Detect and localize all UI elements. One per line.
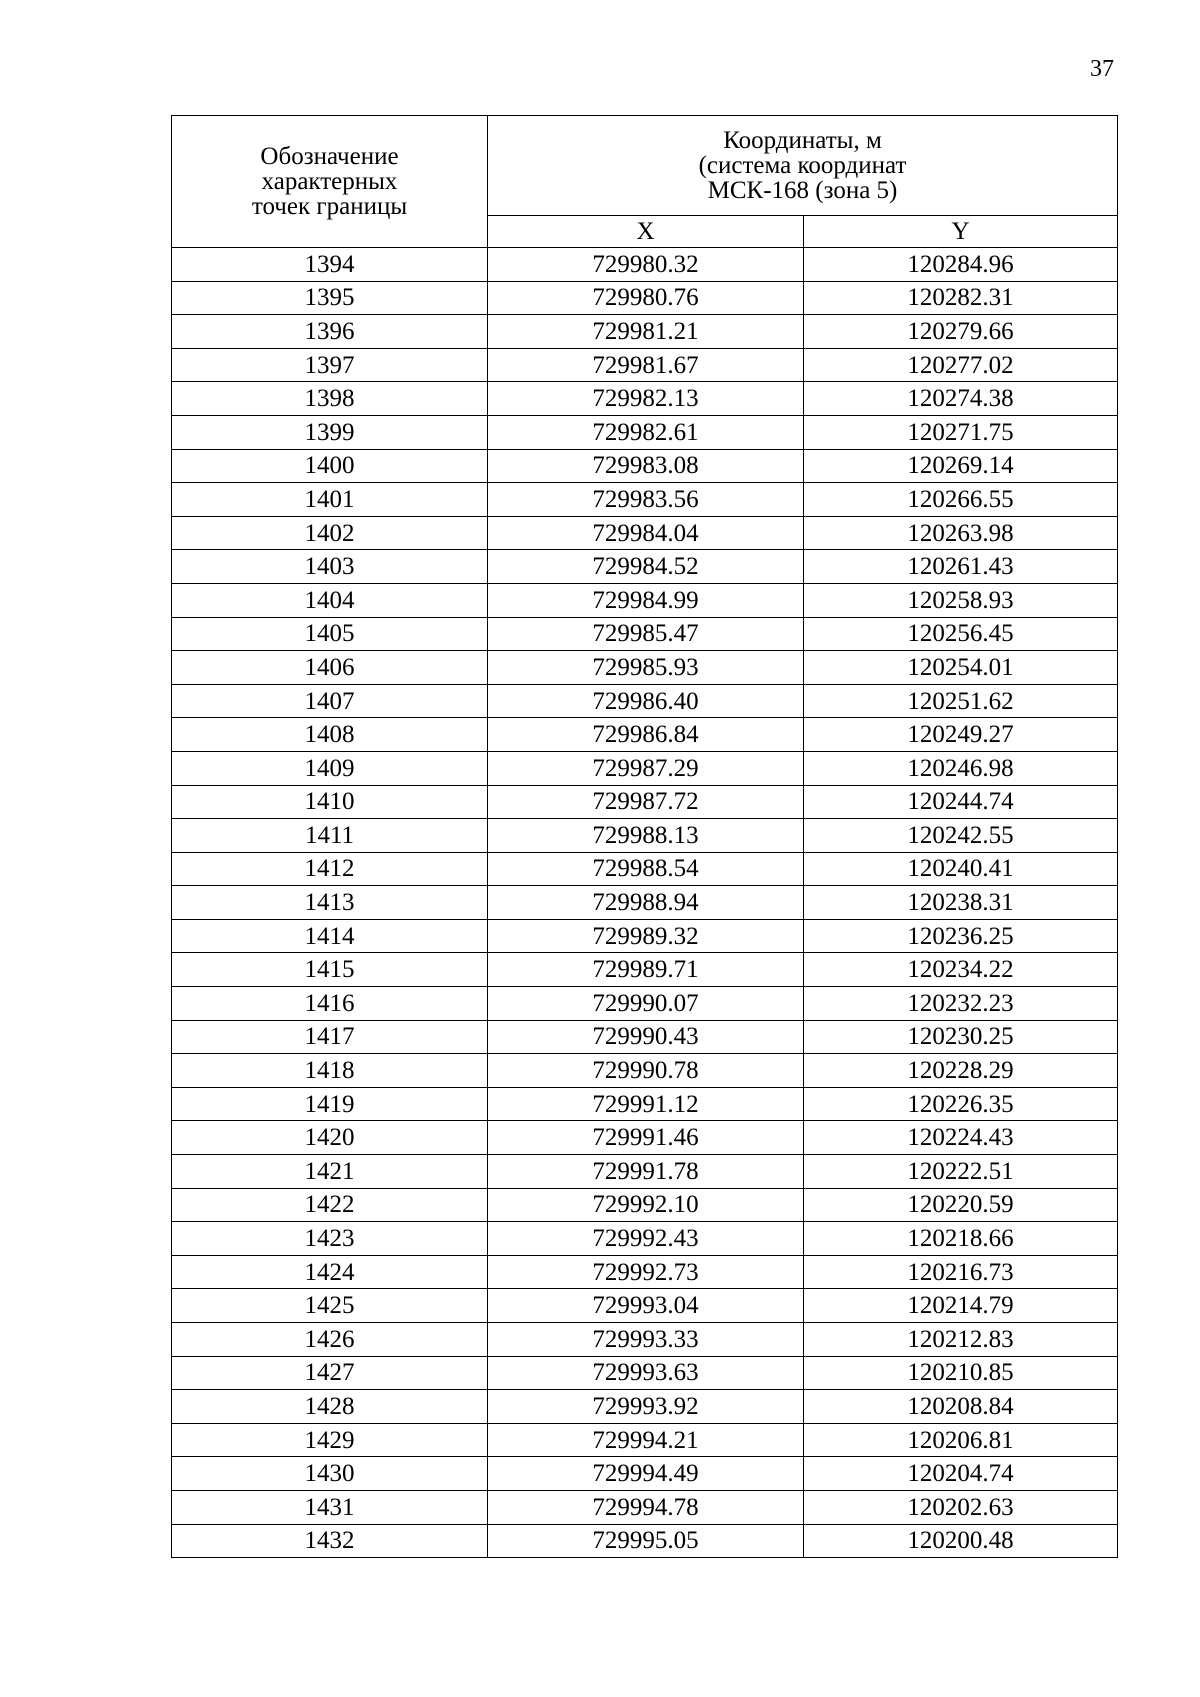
table-row [172,1188,1118,1222]
header-designation-line: точек границы [251,193,408,220]
cell-y: 120216.73 [804,1255,1118,1289]
cell-point-id: 1415 [172,953,488,987]
table-row [172,483,1118,517]
cell-y: 120206.81 [804,1423,1118,1457]
cell-point-id: 1399 [172,415,488,449]
cell-y: 120261.43 [804,550,1118,584]
table-row [172,1289,1118,1323]
cell-x: 729980.76 [488,281,804,315]
cell-y: 120256.45 [804,617,1118,651]
cell-x: 729983.56 [488,483,804,517]
table-row [172,718,1118,752]
cell-x: 729983.08 [488,449,804,483]
cell-x: 729989.32 [488,919,804,953]
cell-x: 729984.04 [488,516,804,550]
cell-x: 729992.73 [488,1255,804,1289]
header-designation-line: характерных [261,168,398,195]
cell-point-id: 1411 [172,819,488,853]
table-row [172,1121,1118,1155]
table-row [172,819,1118,853]
header-coordinates-line: МСК-168 (зона 5) [707,177,898,204]
cell-x: 729988.54 [488,852,804,886]
page-number: 37 [1090,56,1114,82]
cell-x: 729994.21 [488,1423,804,1457]
cell-point-id: 1407 [172,684,488,718]
cell-point-id: 1394 [172,248,488,282]
cell-x: 729982.13 [488,382,804,416]
cell-x: 729981.67 [488,348,804,382]
cell-x: 729993.33 [488,1323,804,1357]
table-row [172,315,1118,349]
table-row [172,1323,1118,1357]
cell-point-id: 1418 [172,1054,488,1088]
table-row [172,852,1118,886]
table-row [172,348,1118,382]
header-designation [172,116,488,248]
cell-y: 120258.93 [804,583,1118,617]
cell-x: 729985.47 [488,617,804,651]
cell-point-id: 1427 [172,1356,488,1390]
table-row [172,1020,1118,1054]
cell-point-id: 1405 [172,617,488,651]
cell-point-id: 1422 [172,1188,488,1222]
cell-point-id: 1426 [172,1323,488,1357]
table-row [172,886,1118,920]
cell-point-id: 1395 [172,281,488,315]
cell-x: 729987.29 [488,751,804,785]
cell-point-id: 1404 [172,583,488,617]
cell-x: 729990.43 [488,1020,804,1054]
table-row [172,248,1118,282]
cell-x: 729984.52 [488,550,804,584]
cell-y: 120254.01 [804,651,1118,685]
header-designation-line: Обозначение [260,143,399,170]
table-row [172,415,1118,449]
cell-point-id: 1419 [172,1087,488,1121]
cell-y: 120208.84 [804,1390,1118,1424]
cell-x: 729995.05 [488,1524,804,1558]
table-row [172,1087,1118,1121]
table-row [172,1222,1118,1256]
cell-x: 729990.78 [488,1054,804,1088]
cell-y: 120220.59 [804,1188,1118,1222]
table-row [172,1457,1118,1491]
table-row [172,1524,1118,1558]
cell-x: 729991.12 [488,1087,804,1121]
header-coordinates-line: (система координат [698,152,907,179]
table-row [172,281,1118,315]
cell-x: 729984.99 [488,583,804,617]
cell-x: 729980.32 [488,248,804,282]
cell-y: 120263.98 [804,516,1118,550]
cell-point-id: 1406 [172,651,488,685]
cell-x: 729993.04 [488,1289,804,1323]
cell-x: 729986.40 [488,684,804,718]
table-header [172,116,1118,248]
cell-point-id: 1397 [172,348,488,382]
cell-y: 120214.79 [804,1289,1118,1323]
table-row [172,550,1118,584]
cell-point-id: 1423 [172,1222,488,1256]
cell-point-id: 1408 [172,718,488,752]
cell-y: 120232.23 [804,987,1118,1021]
table-row [172,1255,1118,1289]
cell-y: 120226.35 [804,1087,1118,1121]
table-row [172,1356,1118,1390]
cell-point-id: 1425 [172,1289,488,1323]
cell-point-id: 1403 [172,550,488,584]
cell-point-id: 1430 [172,1457,488,1491]
cell-y: 120240.41 [804,852,1118,886]
cell-point-id: 1428 [172,1390,488,1424]
cell-y: 120282.31 [804,281,1118,315]
cell-point-id: 1424 [172,1255,488,1289]
cell-y: 120230.25 [804,1020,1118,1054]
cell-y: 120212.83 [804,1323,1118,1357]
cell-x: 729990.07 [488,987,804,1021]
table-row [172,1054,1118,1088]
cell-point-id: 1417 [172,1020,488,1054]
cell-point-id: 1409 [172,751,488,785]
cell-y: 120251.62 [804,684,1118,718]
table-row [172,651,1118,685]
cell-x: 729992.43 [488,1222,804,1256]
cell-x: 729993.92 [488,1390,804,1424]
cell-y: 120224.43 [804,1121,1118,1155]
cell-point-id: 1431 [172,1490,488,1524]
header-coordinates [488,116,1118,216]
cell-y: 120228.29 [804,1054,1118,1088]
cell-point-id: 1410 [172,785,488,819]
cell-x: 729991.78 [488,1155,804,1189]
cell-x: 729993.63 [488,1356,804,1390]
table-row [172,382,1118,416]
cell-y: 120244.74 [804,785,1118,819]
table-row [172,1390,1118,1424]
cell-y: 120246.98 [804,751,1118,785]
header-x: X [488,216,804,248]
cell-y: 120242.55 [804,819,1118,853]
table-row [172,516,1118,550]
cell-y: 120234.22 [804,953,1118,987]
cell-y: 120200.48 [804,1524,1118,1558]
cell-x: 729992.10 [488,1188,804,1222]
cell-y: 120218.66 [804,1222,1118,1256]
table-row [172,953,1118,987]
cell-point-id: 1420 [172,1121,488,1155]
table-row [172,684,1118,718]
cell-y: 120222.51 [804,1155,1118,1189]
coordinates-table [171,115,1118,1558]
cell-y: 120274.38 [804,382,1118,416]
header-coordinates-line: Координаты, м [723,127,882,154]
table-row [172,1155,1118,1189]
cell-x: 729987.72 [488,785,804,819]
table-row [172,617,1118,651]
cell-point-id: 1432 [172,1524,488,1558]
cell-x: 729991.46 [488,1121,804,1155]
cell-point-id: 1429 [172,1423,488,1457]
cell-x: 729985.93 [488,651,804,685]
cell-point-id: 1413 [172,886,488,920]
cell-point-id: 1396 [172,315,488,349]
cell-point-id: 1398 [172,382,488,416]
cell-y: 120279.66 [804,315,1118,349]
cell-y: 120202.63 [804,1490,1118,1524]
cell-x: 729994.78 [488,1490,804,1524]
table-row [172,1490,1118,1524]
cell-point-id: 1401 [172,483,488,517]
cell-x: 729988.13 [488,819,804,853]
cell-x: 729988.94 [488,886,804,920]
cell-point-id: 1400 [172,449,488,483]
table-row [172,583,1118,617]
cell-point-id: 1421 [172,1155,488,1189]
cell-y: 120266.55 [804,483,1118,517]
table-row [172,987,1118,1021]
cell-y: 120269.14 [804,449,1118,483]
cell-y: 120271.75 [804,415,1118,449]
cell-point-id: 1402 [172,516,488,550]
cell-point-id: 1414 [172,919,488,953]
table-row [172,449,1118,483]
cell-y: 120238.31 [804,886,1118,920]
table-row [172,1423,1118,1457]
cell-y: 120249.27 [804,718,1118,752]
table-row [172,751,1118,785]
header-y: Y [804,216,1118,248]
cell-y: 120236.25 [804,919,1118,953]
cell-point-id: 1416 [172,987,488,1021]
cell-x: 729994.49 [488,1457,804,1491]
table-row [172,919,1118,953]
cell-x: 729982.61 [488,415,804,449]
cell-y: 120210.85 [804,1356,1118,1390]
cell-y: 120204.74 [804,1457,1118,1491]
cell-x: 729989.71 [488,953,804,987]
cell-x: 729981.21 [488,315,804,349]
table-body [172,248,1118,1558]
cell-y: 120284.96 [804,248,1118,282]
table-row [172,785,1118,819]
cell-x: 729986.84 [488,718,804,752]
cell-point-id: 1412 [172,852,488,886]
cell-y: 120277.02 [804,348,1118,382]
